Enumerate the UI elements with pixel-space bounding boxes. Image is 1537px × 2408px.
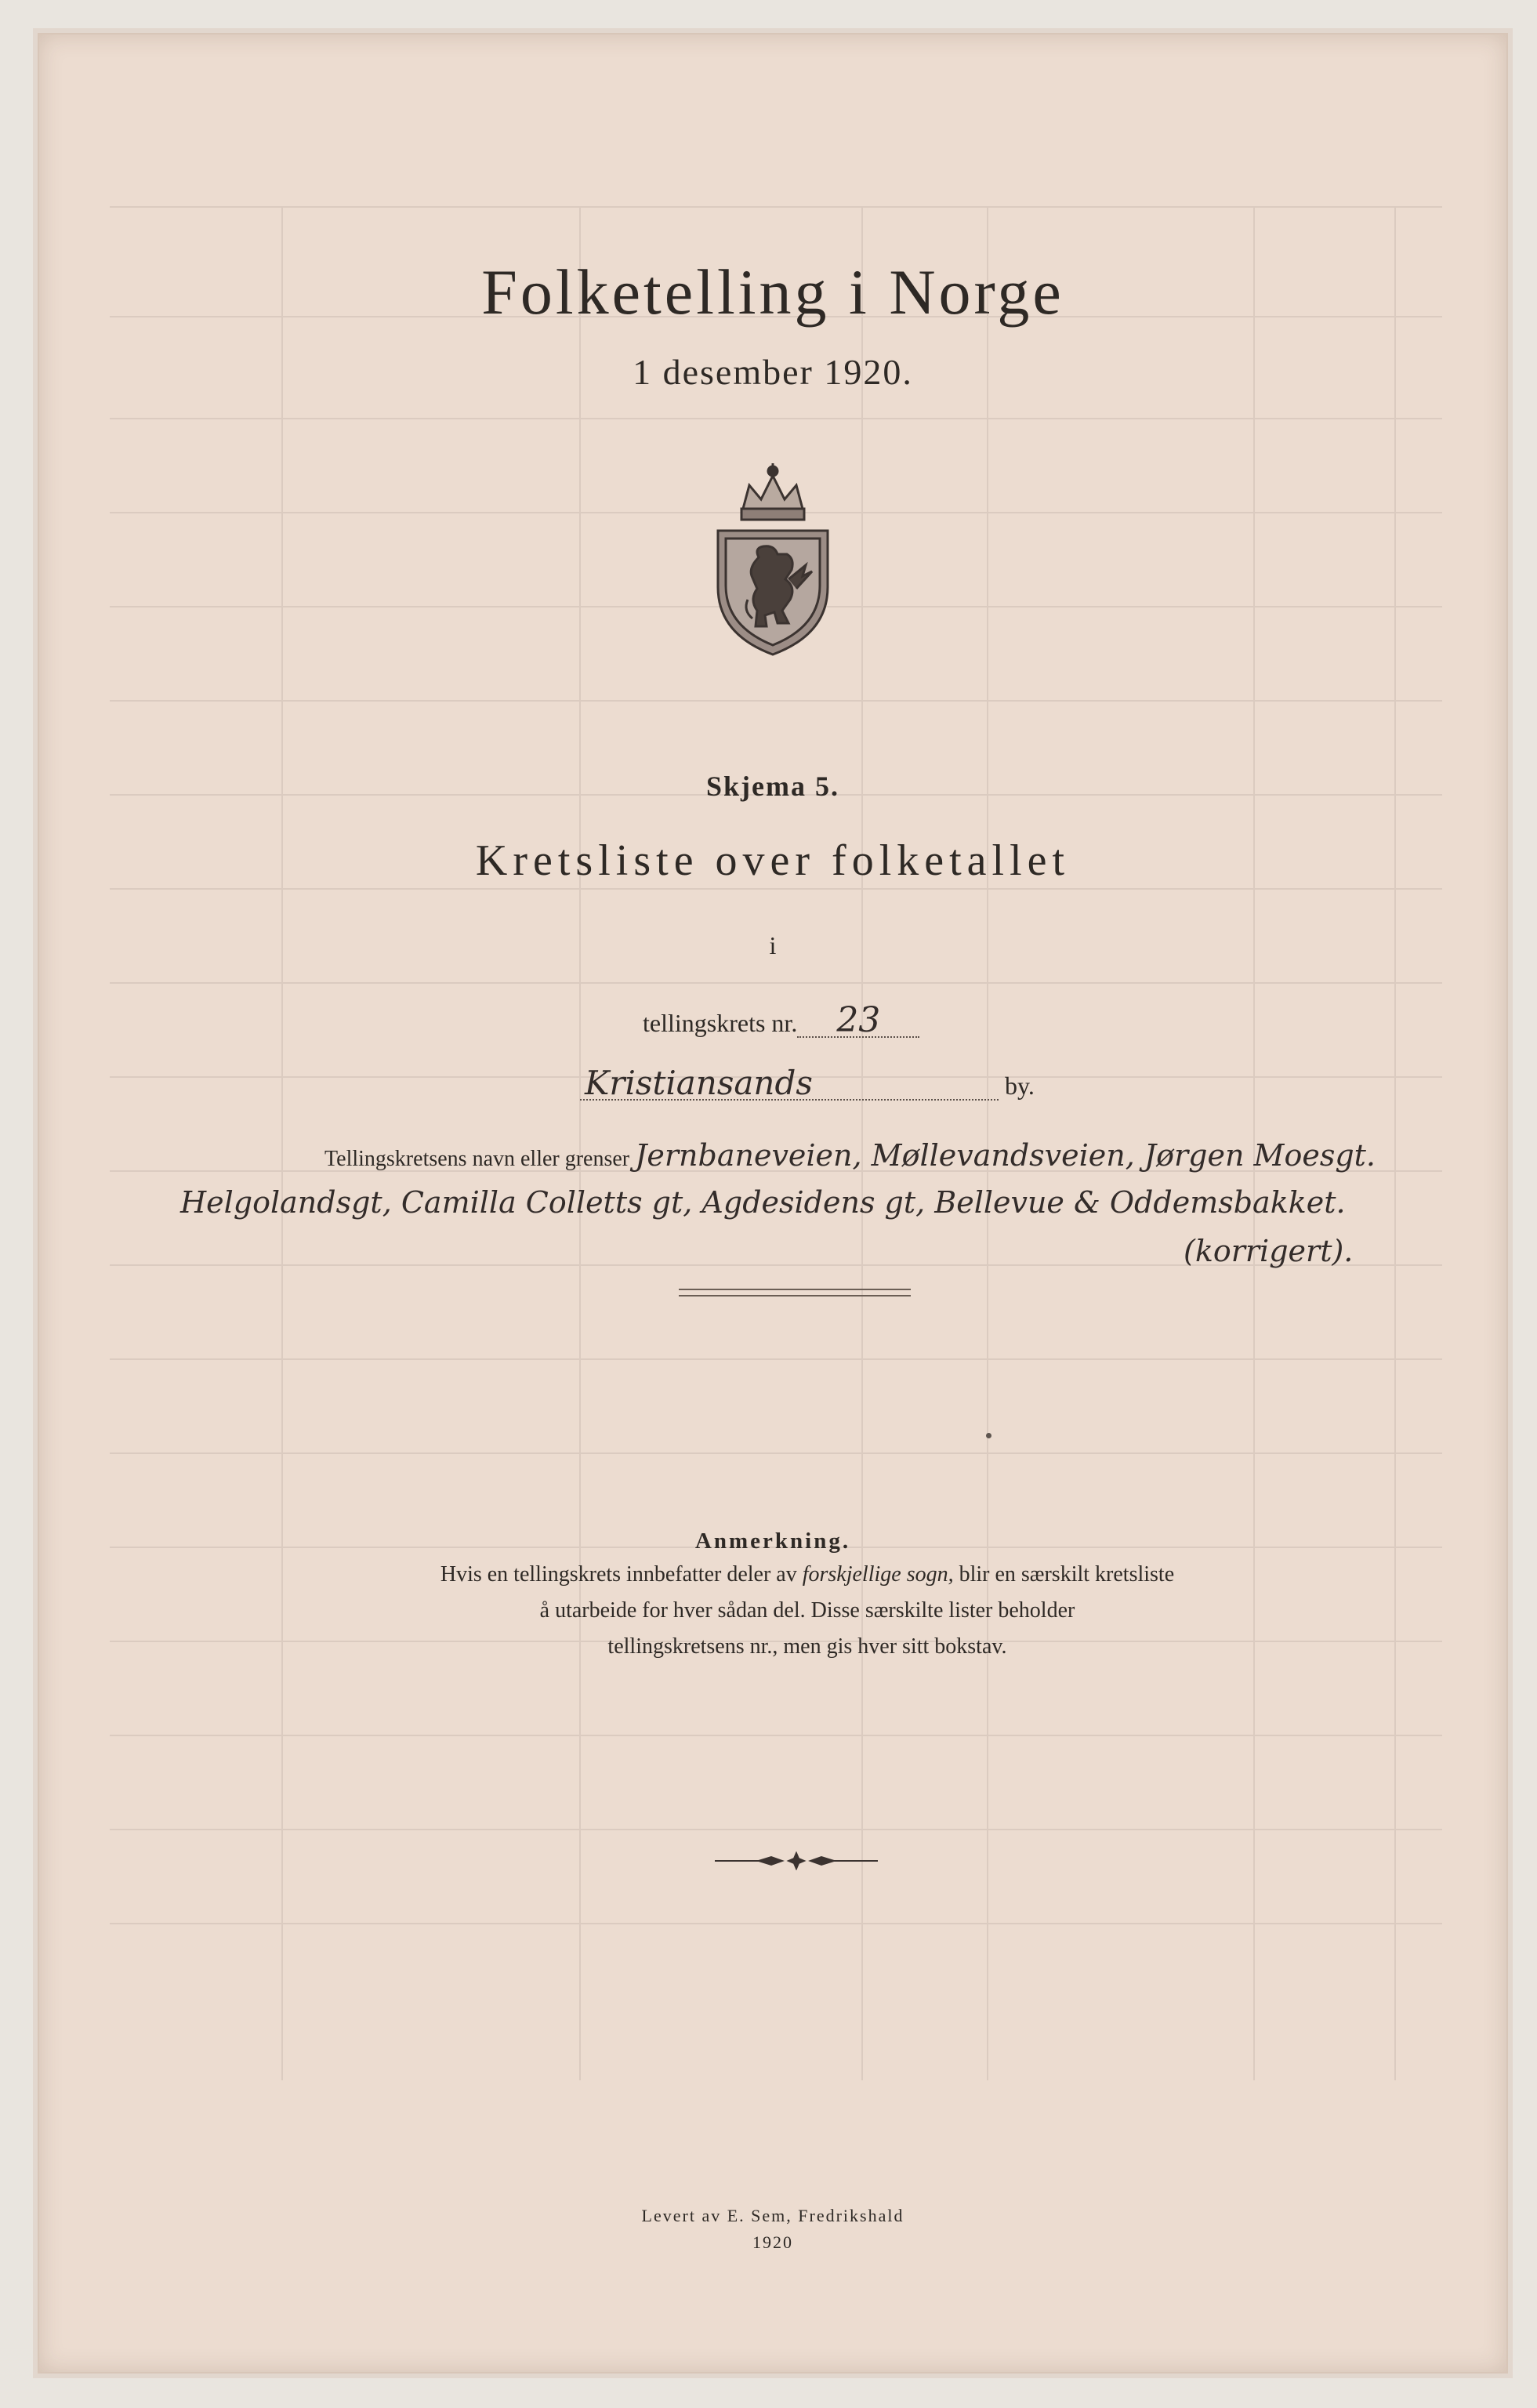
remark-heading: Anmerkning. (694, 1529, 851, 1554)
page-title: Folketelling i Norge (481, 256, 1064, 328)
boundaries-label: Tellingskretsens navn eller grenser (324, 1147, 630, 1171)
printer-year: 1920 (752, 2232, 793, 2252)
city-row (580, 1064, 1035, 1102)
census-form-page (38, 33, 1508, 2374)
district-label: tellingskrets nr. (643, 1009, 798, 1037)
boundaries-line-3[interactable]: (korrigert). (1184, 1234, 1354, 1268)
boundaries-row-2 (180, 1185, 1346, 1220)
boundaries-line-2[interactable]: Helgolandsgt, Camilla Colletts gt, Agdesidens gt, Bellevue & Oddemsbakket. (180, 1185, 1346, 1220)
form-subtitle: Kretsliste over folketallet (475, 836, 1071, 885)
boundaries-line-1[interactable]: Jernbaneveien, Møllevandsveien, Jørgen Moesgt. (635, 1138, 1376, 1173)
ink-speck (986, 1433, 991, 1438)
remark-line-2: å utarbeide for hver sådan del. Disse særskilte lister beholder (539, 1598, 1075, 1623)
city-suffix: by. (1005, 1072, 1035, 1100)
boundaries-row-3 (1184, 1234, 1353, 1268)
remark-line-1-end: blir en særskilt kretsliste (953, 1562, 1175, 1587)
decorative-flourish-icon (710, 1851, 883, 1870)
schema-number: Skjema 5. (706, 771, 839, 802)
printer-credit: Levert av E. Sem, Fredrikshald (641, 2206, 904, 2225)
remark-line-1-start: Hvis en tellingskrets innbefatter deler av (440, 1562, 803, 1587)
boundaries-row (324, 1138, 1376, 1173)
census-date: 1 desember 1920. (633, 352, 913, 392)
preposition-label: i (769, 931, 777, 959)
district-number-row (643, 1000, 919, 1040)
section-divider (679, 1289, 911, 1296)
remark-line-1-emphasis: forskjellige sogn, (802, 1562, 954, 1587)
remark-line-1 (337, 1557, 1278, 1593)
remark-text (337, 1557, 1278, 1665)
norwegian-coat-of-arms-icon (702, 462, 843, 658)
district-number-field[interactable]: 23 (797, 1005, 919, 1038)
remark-line-3: tellingskretsens nr., men gis hver sitt bokstav. (607, 1634, 1007, 1659)
city-name-field[interactable]: Kristiansands (580, 1068, 999, 1101)
